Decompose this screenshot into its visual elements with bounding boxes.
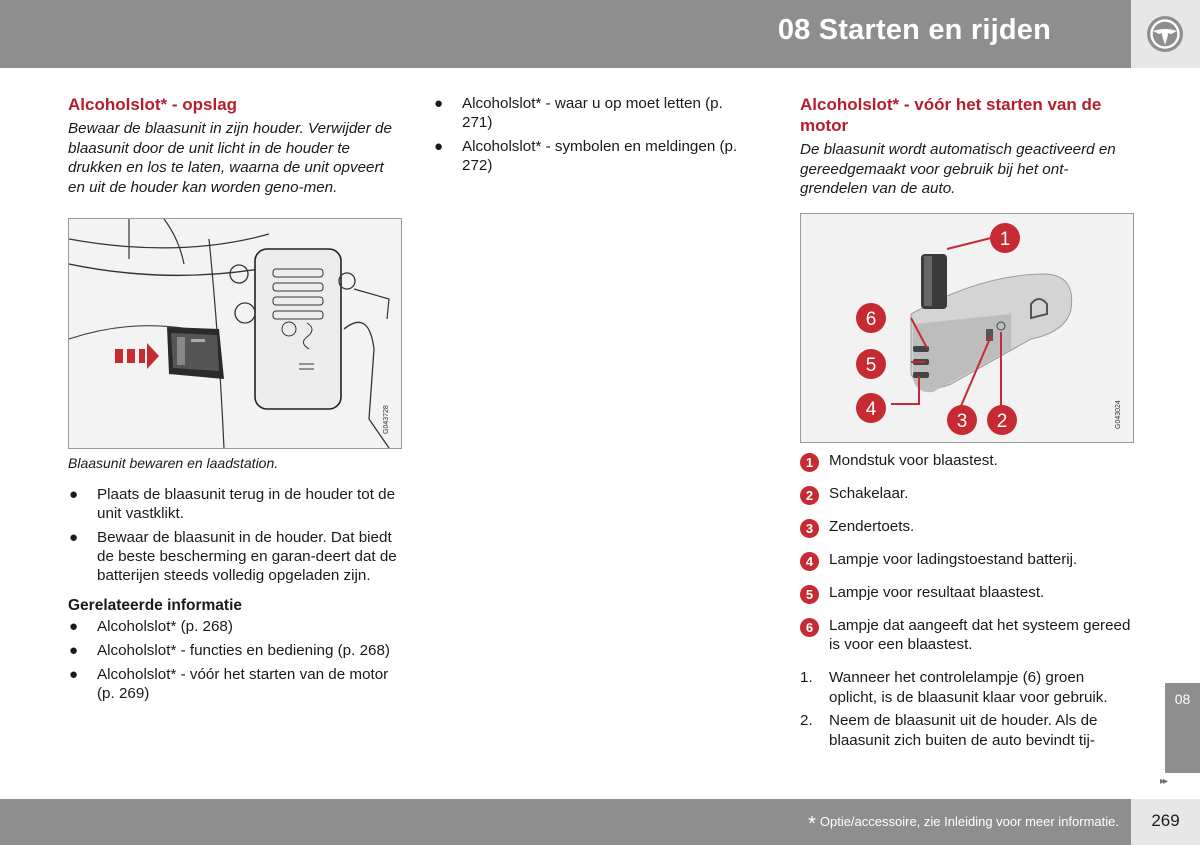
footer-note: * Optie/accessoire, zie Inleiding voor meer informatie. (808, 813, 1119, 835)
callout-1 (990, 223, 1020, 253)
related-list (68, 617, 402, 703)
legend-item: 3 Zendertoets. (800, 517, 1134, 537)
callout-5 (856, 349, 886, 379)
chapter-side-tab[interactable]: 08 (1165, 683, 1200, 773)
steps-list (800, 668, 1134, 750)
section-heading-storage: Alcoholslot* - opslag (68, 95, 238, 114)
list-item: ● Plaats de blaasunit terug in de houder tot de unit vastklikt. (69, 486, 396, 522)
number-badge: 5 (800, 585, 819, 604)
asterisk-icon: * (808, 813, 816, 835)
column-left (68, 94, 402, 708)
footer-bar (0, 799, 1131, 845)
related-heading: Gerelateerde informatie (68, 597, 243, 614)
intro-storage: Bewaar de blaasunit in zijn houder. Verwijder de blaasunit door de unit licht in de houder te drukken en los te laten, waarna de unit opveert en uit de houder kan worden geno-men. (68, 120, 392, 196)
step-number: 2. (800, 712, 813, 729)
svg-text:6: 6 (865, 308, 877, 330)
bullet-dot: ● (69, 618, 79, 635)
next-page-icon[interactable]: ▸▸ (1160, 776, 1167, 787)
bullet-dot: ● (69, 642, 79, 659)
holder-illustration (69, 219, 401, 448)
legend-list (800, 451, 1134, 655)
svg-text:1: 1 (999, 228, 1011, 250)
related-link[interactable]: ● Alcoholslot* - vóór het starten van de motor (p. 269) (69, 666, 389, 702)
bullet-dot: ● (69, 486, 79, 503)
legend-item: 1 Mondstuk voor blaastest. (800, 451, 1134, 471)
svg-text:3: 3 (956, 410, 968, 432)
callout-2 (987, 405, 1017, 435)
bullet-list-storage (68, 485, 402, 585)
related-link[interactable]: ● Alcoholslot* - waar u op moet letten (p. 271) (434, 95, 723, 131)
step-item: 2. Neem de blaasunit uit de houder. Als de blaasunit zich buiten de auto bevindt tij- (800, 712, 1098, 749)
header-bar (0, 0, 1131, 68)
callout-4 (856, 393, 886, 423)
legend-item: 2 Schakelaar. (800, 484, 1134, 504)
svg-text:4: 4 (865, 398, 877, 420)
step-item: 1. Wanneer het controlelampje (6) groen oplicht, is de blaasunit klaar voor gebruik. (800, 669, 1108, 706)
bullet-dot: ● (69, 529, 79, 546)
figure-caption: Blaasunit bewaren en laadstation. (68, 455, 279, 471)
list-item: ● Bewaar de blaasunit in de houder. Dat biedt de beste bescherming en garan-deert dat de batterijen steeds volledig opgeladen zijn. (69, 529, 397, 584)
callout-3 (947, 405, 977, 435)
callout-6 (856, 303, 886, 333)
page-number: 269 (1151, 811, 1180, 830)
figure-storage (68, 218, 402, 449)
related-link[interactable]: ● Alcoholslot* (p. 268) (69, 618, 233, 635)
bullet-dot: ● (434, 95, 444, 112)
svg-text:2: 2 (996, 410, 1008, 432)
header-icon-box (1131, 0, 1200, 68)
page-number-box (1131, 799, 1200, 845)
chapter-title: 08 Starten en rijden (777, 14, 1051, 46)
column-right (800, 94, 1134, 754)
steering-wheel-icon (1145, 14, 1185, 54)
column-middle (433, 94, 753, 180)
figure-code-left: G043728 (383, 405, 390, 434)
figure-breath-unit (800, 213, 1134, 443)
legend-item: 5 Lampje voor resultaat blaastest. (800, 583, 1134, 603)
svg-text:5: 5 (865, 354, 877, 376)
related-link[interactable]: ● Alcoholslot* - symbolen en meldingen (p. 272) (434, 138, 738, 174)
number-badge: 1 (800, 453, 819, 472)
step-number: 1. (800, 669, 813, 686)
number-badge: 4 (800, 552, 819, 571)
number-badge: 6 (800, 618, 819, 637)
breath-unit-illustration (801, 214, 1133, 442)
legend-item: 4 Lampje voor ladingstoestand batterij. (800, 550, 1134, 570)
intro-before-start: De blaasunit wordt automatisch geactiveerd en gereedgemaakt voor gebruik bij het ont-grendelen van de auto. (800, 141, 1116, 197)
related-list-continued (433, 94, 753, 175)
number-badge: 2 (800, 486, 819, 505)
related-link[interactable]: ● Alcoholslot* - functies en bediening (p. 268) (69, 642, 390, 659)
number-badge: 3 (800, 519, 819, 538)
figure-code-right: G043024 (1115, 399, 1122, 429)
legend-item: 6 Lampje dat aangeeft dat het systeem gereed is voor een blaastest. (800, 616, 1134, 655)
bullet-dot: ● (69, 666, 79, 683)
section-heading-before-start: Alcoholslot* - vóór het starten van de motor (800, 95, 1102, 135)
bullet-dot: ● (434, 138, 444, 155)
